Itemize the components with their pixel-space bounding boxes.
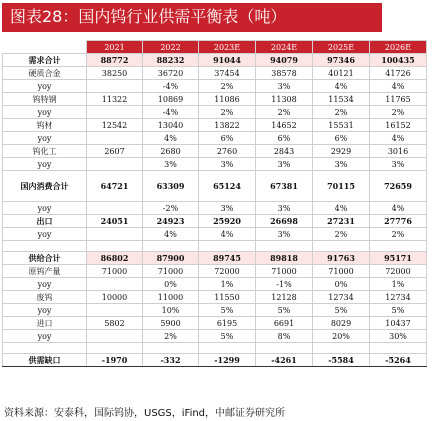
table-row	[3, 202, 427, 215]
table-row	[3, 278, 427, 291]
table-cell: 26698	[256, 215, 313, 228]
table-cell: 3%	[370, 158, 427, 171]
table-cell: 13040	[143, 119, 199, 132]
table-cell	[87, 241, 143, 252]
table-cell	[87, 330, 143, 343]
table-cell	[87, 158, 143, 171]
page-title: 图表28：国内钨行业供需平衡表（吨）	[10, 7, 287, 26]
row-label: 供需缺口	[3, 354, 87, 367]
row-label: yoy	[3, 106, 87, 119]
table-cell: 0%	[313, 278, 370, 291]
table-row	[3, 93, 427, 106]
table-cell: 11322	[87, 93, 143, 106]
table-row	[3, 132, 427, 145]
row-label: 进口	[3, 317, 87, 330]
table-cell: 38578	[256, 67, 313, 80]
table-row	[3, 354, 427, 367]
table-cell	[143, 343, 199, 354]
table-cell: 30%	[370, 330, 427, 343]
table-row	[3, 145, 427, 158]
table-cell: 5%	[199, 330, 256, 343]
table-row	[3, 252, 427, 265]
table-cell	[370, 343, 427, 354]
table-cell: 10000	[87, 291, 143, 304]
title-bar	[2, 3, 382, 32]
table-row	[3, 304, 427, 317]
table-cell: -5584	[313, 354, 370, 367]
row-label: 硬质合金	[3, 67, 87, 80]
table-row	[3, 330, 427, 343]
table-cell	[313, 241, 370, 252]
table-cell: 4%	[370, 80, 427, 93]
table-cell: 71000	[143, 265, 199, 278]
table-cell: 10437	[370, 317, 427, 330]
table-cell: 40121	[313, 67, 370, 80]
table-cell	[143, 241, 199, 252]
table-cell: 10%	[143, 304, 199, 317]
table-cell: 8029	[313, 317, 370, 330]
table-cell: 87900	[143, 252, 199, 265]
table-cell: 2%	[143, 330, 199, 343]
table-cell: -4%	[143, 106, 199, 119]
table-cell: 2%	[313, 228, 370, 241]
table-cell	[313, 343, 370, 354]
table-cell	[87, 132, 143, 145]
table-cell: -1%	[256, 278, 313, 291]
table-cell: 3%	[256, 202, 313, 215]
table-cell	[87, 343, 143, 354]
table-cell: 2%	[370, 228, 427, 241]
table-cell: 12542	[87, 119, 143, 132]
table-cell: 14652	[256, 119, 313, 132]
table-cell: 36720	[143, 67, 199, 80]
table-cell: 89745	[199, 252, 256, 265]
row-label	[3, 343, 87, 354]
row-label: yoy	[3, 304, 87, 317]
table-cell: 12128	[256, 291, 313, 304]
table-cell	[87, 278, 143, 291]
table-cell: 3%	[256, 158, 313, 171]
table-cell: 4%	[370, 132, 427, 145]
table-cell: 20%	[313, 330, 370, 343]
table-cell: 2%	[199, 80, 256, 93]
table-row	[3, 215, 427, 228]
table-cell: 3%	[199, 202, 256, 215]
table-row	[3, 317, 427, 330]
table-cell: 6691	[256, 317, 313, 330]
table-cell: 86802	[87, 252, 143, 265]
table-row	[3, 265, 427, 278]
table-cell: 71000	[87, 265, 143, 278]
table-row	[3, 343, 427, 354]
table-cell: 11308	[256, 93, 313, 106]
table-cell: 38250	[87, 67, 143, 80]
table-cell: 89818	[256, 252, 313, 265]
row-label: yoy	[3, 330, 87, 343]
table-cell: 2680	[143, 145, 199, 158]
table-cell: 6%	[313, 132, 370, 145]
table-cell: 1%	[370, 278, 427, 291]
table-cell: 2607	[87, 145, 143, 158]
table-cell: -4261	[256, 354, 313, 367]
table-cell: 3016	[370, 145, 427, 158]
table-cell: 4%	[313, 202, 370, 215]
table-cell: 13822	[199, 119, 256, 132]
row-label: yoy	[3, 158, 87, 171]
table-cell: 3%	[199, 158, 256, 171]
table-cell: 41726	[370, 67, 427, 80]
year-header: 2026E	[370, 41, 427, 54]
table-cell: 88772	[87, 54, 143, 67]
table-cell: 5802	[87, 317, 143, 330]
table-cell: 11534	[313, 93, 370, 106]
table-cell: 5900	[143, 317, 199, 330]
table-cell: 11550	[199, 291, 256, 304]
table-row	[3, 158, 427, 171]
row-label: 国内消费合计	[3, 171, 87, 202]
table-cell: 67381	[256, 171, 313, 202]
table-cell: 5%	[199, 304, 256, 317]
table-cell: 94079	[256, 54, 313, 67]
year-header: 2025E	[313, 41, 370, 54]
table-cell: 3%	[256, 228, 313, 241]
table-header-row	[3, 41, 427, 54]
table-cell: 72000	[370, 265, 427, 278]
row-label: yoy	[3, 132, 87, 145]
table-cell: 5%	[370, 304, 427, 317]
table-cell: 72659	[370, 171, 427, 202]
table-cell: 4%	[143, 132, 199, 145]
table-cell: 15531	[313, 119, 370, 132]
table-cell: 4%	[370, 202, 427, 215]
table-cell: 5%	[313, 304, 370, 317]
table-cell: 8%	[256, 330, 313, 343]
table-cell: -5264	[370, 354, 427, 367]
table-cell: 24051	[87, 215, 143, 228]
table-row	[3, 119, 427, 132]
table-cell: -1970	[87, 354, 143, 367]
table-cell: 27231	[313, 215, 370, 228]
table-cell: 72000	[199, 265, 256, 278]
table-cell: 3%	[313, 158, 370, 171]
table-cell: 65124	[199, 171, 256, 202]
table-cell: 11000	[143, 291, 199, 304]
table-cell: 70115	[313, 171, 370, 202]
table-cell: 10869	[143, 93, 199, 106]
year-header: 2021	[87, 41, 143, 54]
table-cell: 2929	[313, 145, 370, 158]
table-cell: 88232	[143, 54, 199, 67]
row-label: yoy	[3, 278, 87, 291]
table-cell: 3%	[256, 80, 313, 93]
table-cell: 91044	[199, 54, 256, 67]
table-cell: -332	[143, 354, 199, 367]
table-cell: 12734	[313, 291, 370, 304]
table-cell: 24923	[143, 215, 199, 228]
row-label	[3, 241, 87, 252]
table-row	[3, 54, 427, 67]
table-cell: 91763	[313, 252, 370, 265]
table-cell: 6%	[256, 132, 313, 145]
table-row	[3, 106, 427, 119]
row-label: 钨材	[3, 119, 87, 132]
table-cell	[87, 202, 143, 215]
table-cell: -2%	[143, 202, 199, 215]
table-cell	[256, 343, 313, 354]
table-cell	[199, 241, 256, 252]
table-cell: 100435	[370, 54, 427, 67]
table-cell: 2%	[370, 106, 427, 119]
row-label: 钨特钢	[3, 93, 87, 106]
row-label: yoy	[3, 202, 87, 215]
table-cell: 11086	[199, 93, 256, 106]
row-label: yoy	[3, 228, 87, 241]
table-cell: 63309	[143, 171, 199, 202]
table-row	[3, 171, 427, 202]
table-cell: 2%	[199, 106, 256, 119]
table-row	[3, 80, 427, 93]
table-cell: 27776	[370, 215, 427, 228]
table-cell: 0%	[143, 278, 199, 291]
table-cell: 37454	[199, 67, 256, 80]
table-cell: 1%	[199, 278, 256, 291]
table-cell: 4%	[199, 228, 256, 241]
header-corner-cell	[3, 41, 87, 54]
table-cell	[87, 106, 143, 119]
table-cell: 97346	[313, 54, 370, 67]
table-cell: 4%	[313, 80, 370, 93]
row-label: yoy	[3, 80, 87, 93]
table-cell: 4%	[143, 228, 199, 241]
table-cell: 6%	[199, 132, 256, 145]
table-cell: 64721	[87, 171, 143, 202]
table-cell: 5%	[256, 304, 313, 317]
table-cell	[87, 304, 143, 317]
table-cell: 71000	[313, 265, 370, 278]
row-label: 需求合计	[3, 54, 87, 67]
table-cell: 2%	[256, 106, 313, 119]
table-cell: 2760	[199, 145, 256, 158]
table-cell	[87, 228, 143, 241]
table-cell: 25920	[199, 215, 256, 228]
row-label: 供给合计	[3, 252, 87, 265]
year-header: 2022	[143, 41, 199, 54]
table-cell	[370, 241, 427, 252]
table-cell: 2%	[313, 106, 370, 119]
table-cell: 95171	[370, 252, 427, 265]
table-cell	[199, 343, 256, 354]
table-row	[3, 67, 427, 80]
table-cell: 12734	[370, 291, 427, 304]
table-cell: -4%	[143, 80, 199, 93]
table-row	[3, 228, 427, 241]
year-header: 2023E	[199, 41, 256, 54]
table-cell: 16152	[370, 119, 427, 132]
row-label: 废钨	[3, 291, 87, 304]
table-cell: 2843	[256, 145, 313, 158]
table-cell: 71000	[256, 265, 313, 278]
table-cell: 3%	[143, 158, 199, 171]
year-header: 2024E	[256, 41, 313, 54]
row-label: 出口	[3, 215, 87, 228]
supply-demand-table	[2, 40, 427, 367]
table-cell	[87, 80, 143, 93]
table-row	[3, 241, 427, 252]
source-note: 资料来源：安泰科，国际钨协，USGS，iFind，中邮证券研究所	[4, 408, 286, 419]
table-cell: 11765	[370, 93, 427, 106]
row-label: 钨化工	[3, 145, 87, 158]
table-row	[3, 291, 427, 304]
table-cell: 6195	[199, 317, 256, 330]
row-label: 原钨产量	[3, 265, 87, 278]
table-cell	[256, 241, 313, 252]
table-cell: -1299	[199, 354, 256, 367]
